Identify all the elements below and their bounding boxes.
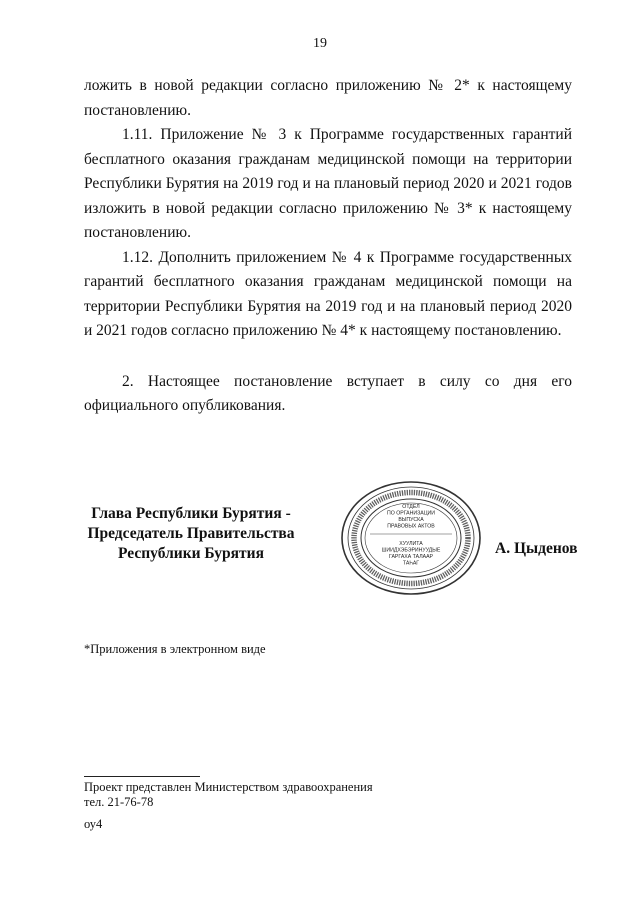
signatory-title-line: Председатель Правительства (87, 525, 295, 542)
seal-text-line: ХУУЛИТА (399, 541, 423, 547)
seal-text-line: ТАҺАГ (402, 560, 420, 567)
paragraph-1-11: 1.11. Приложение № 3 к Программе государственных гарантий бесплатного оказания гражданам медицинской помощи на территории Республики Бурятия на 2019 год и на плановый период 2020 и 2021 годов изложить в новой редакции согласно приложению № 3* к настоящему постановлению. (84, 126, 572, 241)
official-seal (340, 479, 482, 597)
seal-text-line: ВЫПУСКА (398, 517, 424, 523)
seal-text-line: ПРАВОВЫХ АКТОВ (387, 523, 435, 530)
seal-text-line: ШИИДХЭБЭРИНУУДЫЕ (381, 547, 441, 554)
signatory-name: А. Цыденов (495, 540, 578, 557)
footnote: *Приложения в электронном виде (84, 642, 266, 656)
seal-text-line: ГАРГАХА ТАЛААР (388, 554, 434, 560)
page-number: 19 (313, 36, 327, 51)
signatory-title (84, 504, 298, 564)
paragraph-1-12: 1.12. Дополнить приложением № 4 к Программе государственных гарантий бесплатного оказания гражданам медицинской помощи на территории Республики Бурятия на 2019 год и на плановый период 2020 и 2021 годов согласно приложению № 4* к настоящему постановлению. (84, 248, 572, 339)
body-text (84, 74, 572, 419)
signatory-title-line: Республики Бурятия (118, 545, 264, 562)
prepared-by-line: Проект представлен Министерством здравоохранения (84, 780, 373, 794)
document-code: оу4 (84, 817, 103, 831)
signatory-title-line: Глава Республики Бурятия - (91, 505, 291, 522)
footer-rule (84, 776, 200, 777)
seal-text-line: ПО ОРГАНИЗАЦИИ (387, 510, 435, 517)
seal-text-line: ОТДЕЛ (402, 504, 420, 510)
phone-line: тел. 21-76-78 (84, 795, 154, 809)
prepared-by (84, 780, 373, 810)
paragraph-2: 2. Настоящее постановление вступает в силу со дня его официального опубликования. (84, 372, 572, 414)
paragraph-gap (84, 344, 572, 370)
paragraph-continuation: ложить в новой редакции согласно приложению № 2* к настоящему постановлению. (84, 77, 572, 119)
